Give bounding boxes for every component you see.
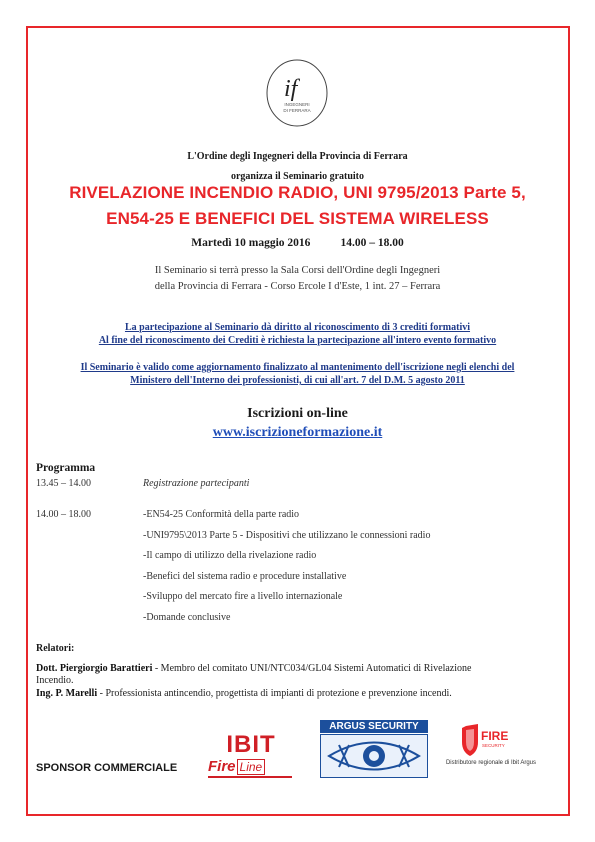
credits-note-1: La partecipazione al Seminario dà diritto al riconoscimento di 3 crediti formativi: [124, 322, 471, 333]
program-item: -UNI9795\2013 Parte 5 - Dispositivi che utilizzano le connessioni radio: [143, 530, 431, 541]
speaker-2: [36, 688, 556, 700]
event-datetime: [0, 237, 595, 249]
ibit-logo-underline: [208, 776, 292, 778]
validity-note-1: Il Seminario è valido come aggiornamento finalizzato al mantenimento dell'iscrizione negli elenchi del: [80, 362, 515, 373]
ibit-logo-bottom: [208, 758, 265, 776]
speaker-2-name: Ing. P. Marelli: [36, 688, 98, 699]
program-slot-1-time: 13.45 – 14.00: [36, 478, 91, 489]
eye-icon: [321, 735, 427, 777]
speaker-1-name: Dott. Piergiorgio Barattieri: [36, 663, 153, 674]
ordine-ingegneri-logo: [262, 58, 332, 128]
program-slot-1-desc: Registrazione partecipanti: [143, 478, 250, 489]
ibit-logo-line: Line: [237, 759, 266, 775]
credits-note-2: Al fine del riconoscimento dei Crediti è richiesta la partecipazione all'intero evento formativo: [98, 335, 497, 346]
organizer-line: L'Ordine degli Ingegneri della Provincia di Ferrara: [187, 151, 408, 162]
sponsor-label: SPONSOR COMMERCIALE: [36, 762, 178, 774]
speaker-1-desc-cont: Incendio.: [36, 675, 74, 686]
program-item: -Domande conclusive: [143, 612, 231, 623]
program-slot-2-time: 14.00 – 18.00: [36, 509, 91, 520]
logo-caption-1: INGEGNERI: [284, 102, 310, 107]
fire-security-logo: [456, 722, 516, 758]
venue-line-1: Il Seminario si terrà presso la Sala Corsi dell'Ordine degli Ingegneri: [154, 265, 441, 276]
logo-caption-2: DI FERRARA: [283, 108, 311, 113]
ibit-logo-top: IBIT: [226, 731, 276, 758]
speaker-2-desc: - Professionista antincendio, progettista di impianti di protezione e prevenzione incendi.: [97, 688, 452, 699]
validity-note-2: Ministero dell'Interno dei professionisti, di cui all'art. 7 del D.M. 5 agosto 2011: [130, 375, 465, 386]
program-item: -Il campo di utilizzo della rivelazione radio: [143, 550, 317, 561]
fire-logo-caption: Distributore regionale di Ibit Argus: [445, 760, 537, 766]
fire-logo-name: FIRE: [481, 729, 509, 743]
program-item: -Benefici del sistema radio e procedure installative: [143, 571, 347, 582]
argus-logo-name: ARGUS SECURITY: [320, 720, 428, 733]
ibit-logo-fire: Fire: [208, 758, 236, 775]
registration-link[interactable]: www.iscrizioneformazione.it: [212, 425, 383, 440]
event-time: 14.00 – 18.00: [340, 237, 404, 249]
speakers-heading: Relatori:: [36, 643, 75, 654]
seminar-title-line-2: EN54-25 E BENEFICI DEL SISTEMA WIRELESS: [106, 209, 489, 228]
ibit-fireline-logo: [206, 732, 296, 778]
registration-heading: Iscrizioni on-line: [247, 406, 348, 421]
logo-letters: if: [284, 76, 298, 102]
program-item: -EN54-25 Conformità della parte radio: [143, 509, 300, 520]
argus-security-logo: [320, 720, 428, 778]
event-date: Martedì 10 maggio 2016: [191, 237, 311, 249]
seminar-title-line-1: RIVELAZIONE INCENDIO RADIO, UNI 9795/2013 Parte 5,: [69, 183, 526, 202]
program-heading: Programma: [36, 462, 96, 474]
organizer-line-2: organizza il Seminario gratuito: [230, 171, 365, 182]
fire-logo-sub: SECURITY: [482, 743, 505, 748]
speaker-1-desc: - Membro del comitato UNI/NTC034/GL04 Sistemi Automatici di Rivelazione: [152, 663, 472, 674]
speaker-1: [36, 663, 556, 675]
venue-line-2: della Provincia di Ferrara - Corso Ercole I d'Este, 1 int. 27 – Ferrara: [154, 281, 441, 292]
argus-logo-box: [320, 734, 428, 778]
program-item: -Sviluppo del mercato fire a livello internazionale: [143, 591, 343, 602]
